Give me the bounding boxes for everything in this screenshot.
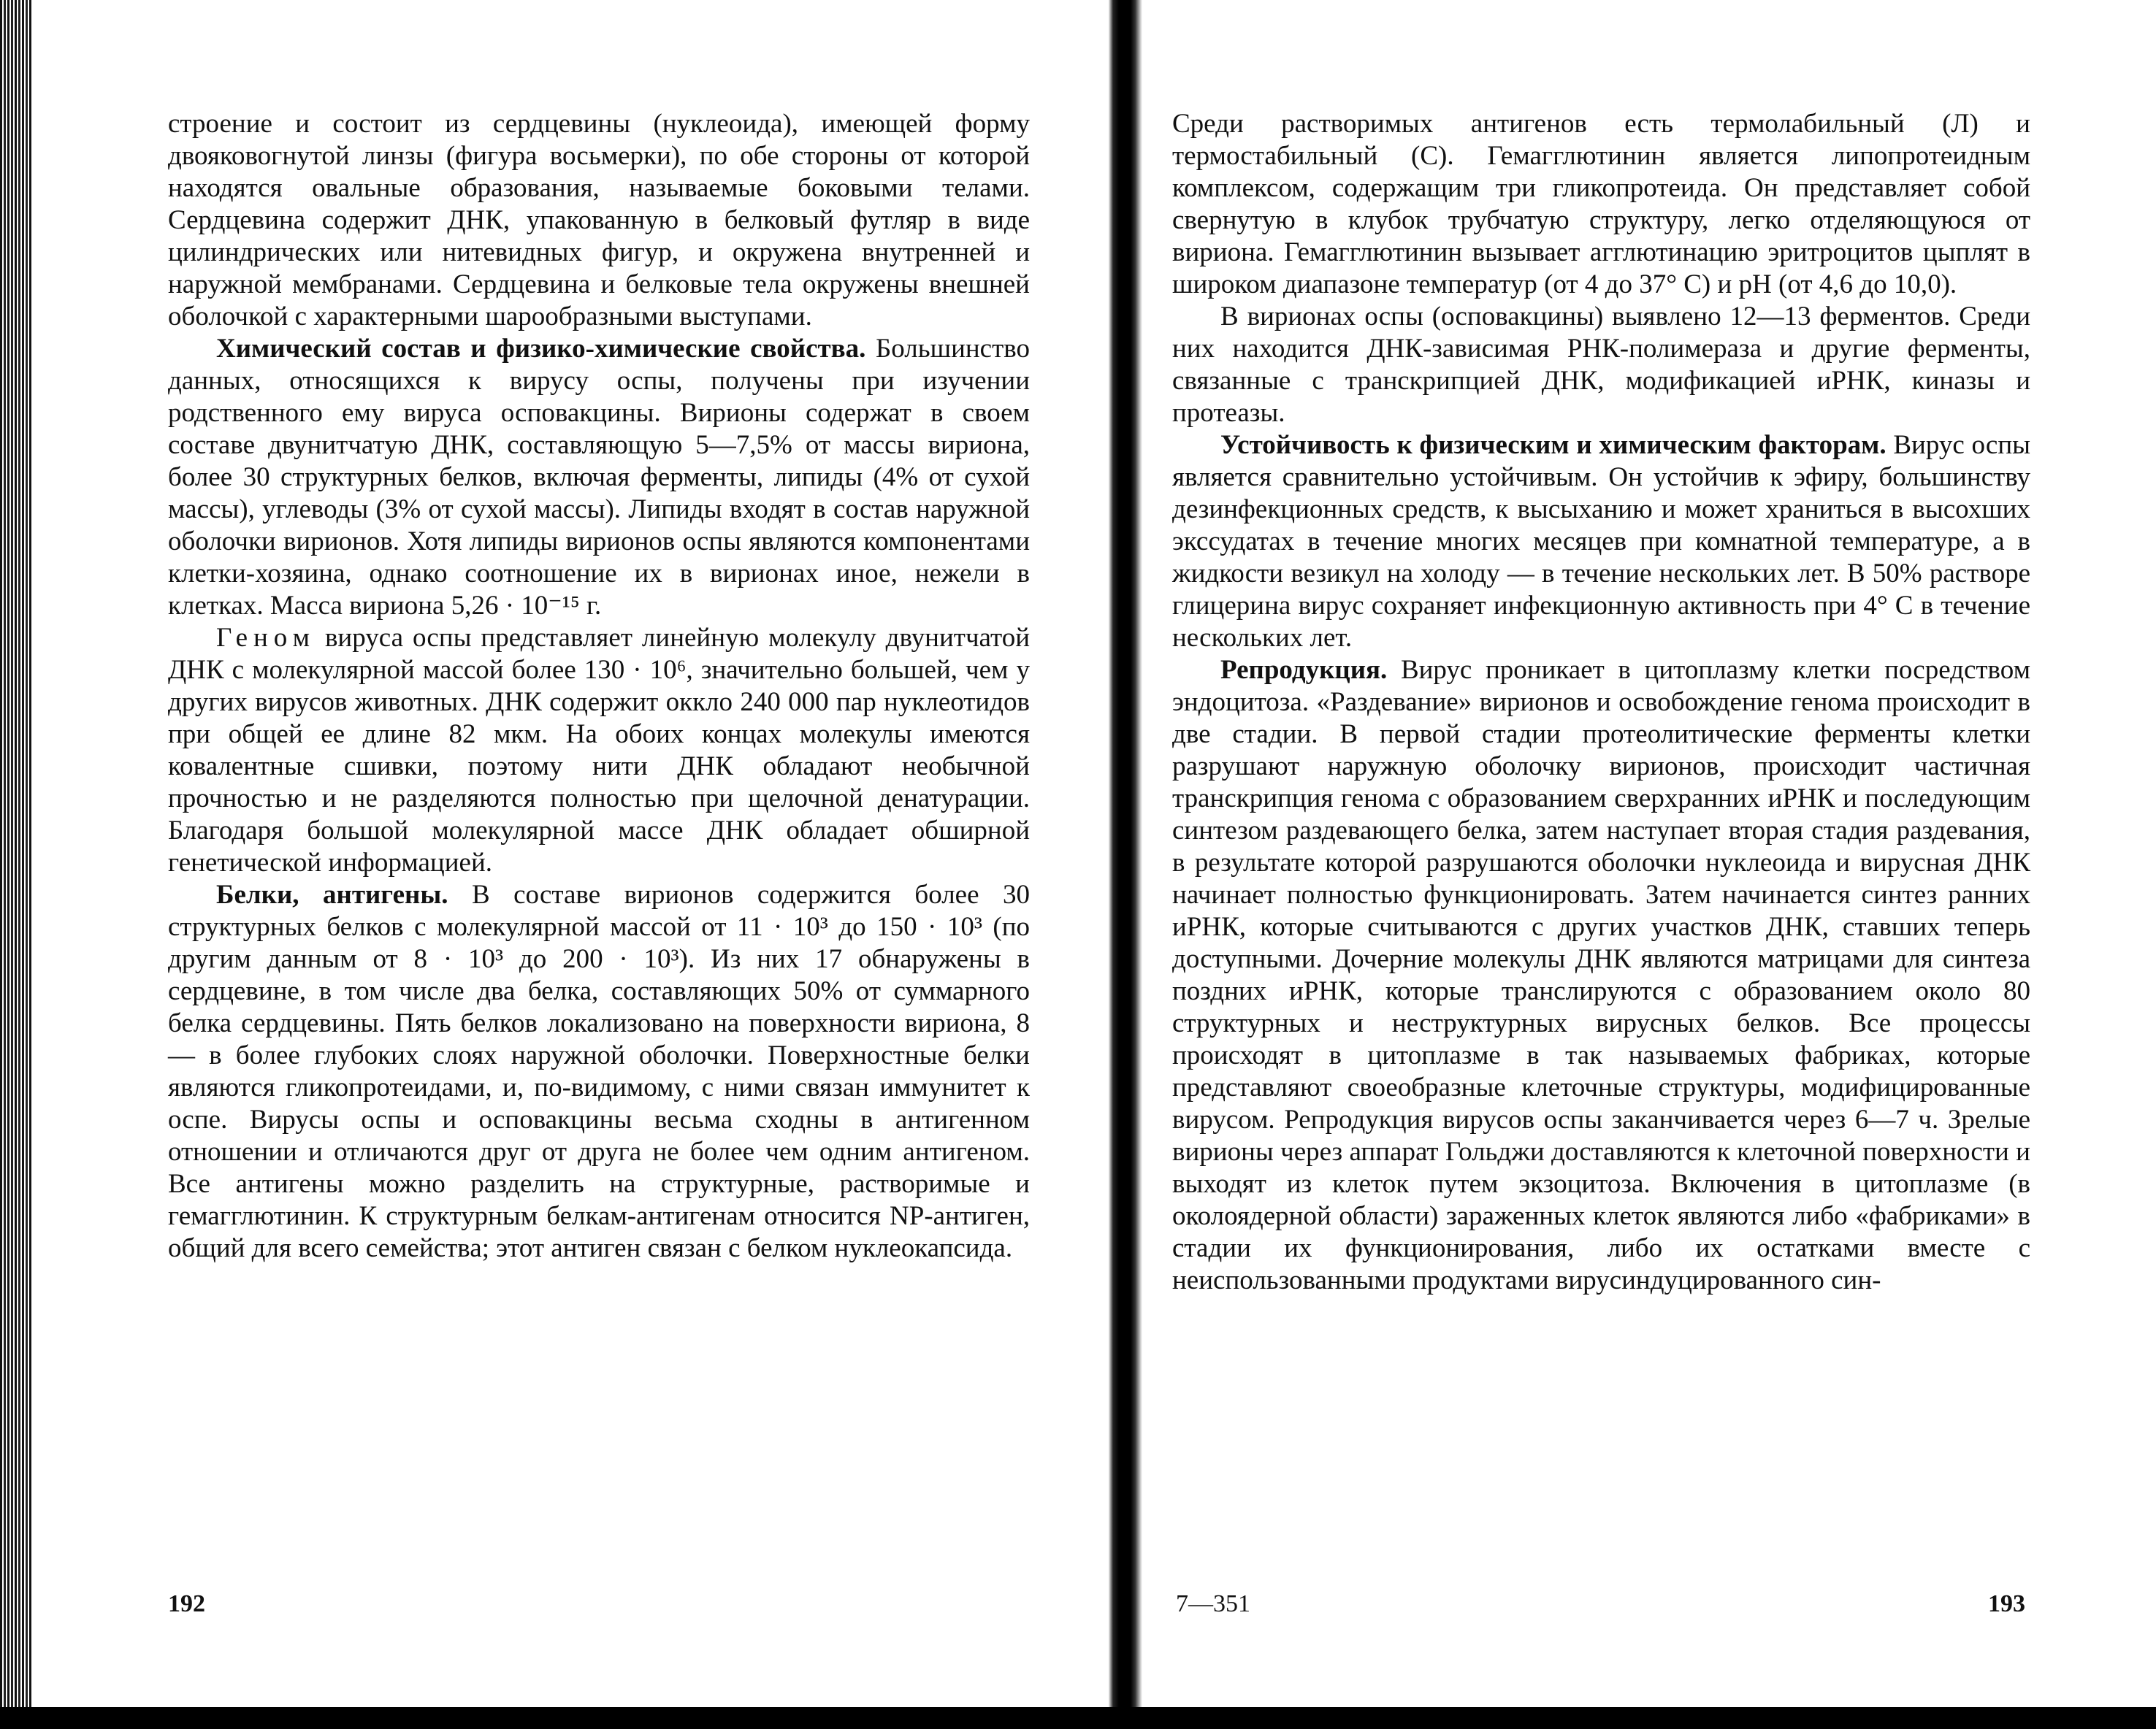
scan-border	[0, 1707, 2156, 1729]
paragraph	[1172, 654, 2030, 1297]
paragraph	[1172, 429, 2030, 654]
page-edge	[0, 0, 32, 1729]
paragraph-text: Большинство данных, относящихся к вирусу оспы, получены при изучении родственного ему вируса осповакцины. Вирионы содержат в своем составе двунитчатую ДНК, составляющую 5—7,5% от массы вириона, более 30 структурных белков, включая ферменты, липиды (4% от сухой массы), углеводы (3% от сухой массы). Липиды входят в состав наружной оболочки вирионов. Хотя липиды вирионов оспы являются компонентами клетки-хозяина, однако соотношение их в вирионах иное, нежели в клетках. Масса вириона 5,26 · 10⁻¹⁵ г.	[168, 334, 1030, 621]
paragraph-text: В составе вирионов содержится более 30 структурных белков с молекулярной массой от 11 · 10³ до 150 · 10³ (по другим данным от 8 · 10³ до 200 · 10³). Из них 17 обнаружены в сердцевине, в том числе два белка, составляющих 50% от суммарного белка сердцевины. Пять белков локализовано на поверхности вириона, 8 — в более глубоких слоях наружной оболочки. Поверхностные белки являются гликопротеидами, и, по-видимому, с ними связан иммунитет к оспе. Вирусы оспы и осповакцины весьма сходны в антигенном отношении и отличаются друг от друга не более чем одним антигеном. Все антигены можно разделить на структурные, растворимые и гемагглютинин. К структурным белкам-антигенам относится NP-антиген, общий для всего семейства; этот антиген связан с белком нуклеокапсида.	[168, 880, 1030, 1263]
section-heading: Устойчивость к физическим и химическим факторам.	[1220, 430, 1886, 460]
right-page	[1172, 108, 2030, 1297]
paragraph-text: Вирус проникает в цитоплазму клетки посредством эндоцитоза. «Раздевание» вирионов и освобождение генома происходит в две стадии. В первой стадии протеолитические ферменты клетки разрушают наружную оболочку вирионов, происходит частичная транскрипция генома с образованием сверхранних иРНК и последующим синтезом раздевающего белка, затем наступает вторая стадия раздевания, в результате которой разрушаются оболочки нуклеоида и вирусная ДНК начинает полностью функционировать. Затем начинается синтез ранних иРНК, которые считываются с других участков ДНК, ставших теперь доступными. Дочерние молекулы ДНК являются матрицами для синтеза поздних иРНК, которые транслируются с образованием около 80 структурных и неструктурных вирусных белков. Все процессы происходят в цитоплазме в так называемых фабриках, которые представляют своеобразные клеточные структуры, модифицированные вирусом. Репродукция вирусов оспы заканчивается через 6—7 ч. Зрелые вирионы через аппарат Гольджи доставляются к клеточной поверхности и выходят из клеток путем экзоцитоза. Включения в цитоплазме (в околоядерной области) зараженных клеток являются либо «фабриками» в стадии их функционирования, либо их остатками вместе с неиспользованными продуктами вирусиндуцированного син-	[1172, 655, 2030, 1295]
paragraph	[1172, 108, 2030, 301]
page-number-right: 193	[1988, 1590, 2025, 1617]
paragraph-text: Среди растворимых антигенов есть термолабильный (Л) и термостабильный (С). Гемагглютинин является липопротеидным комплексом, содержащим три гликопротеида. Он представляет собой свернутую в клубок трубчатую структуру, легко отделяющуюся от вириона. Гемагглютинин вызывает агглютинацию эритроцитов цыплят в широком диапазоне температур (от 4 до 37° С) и pH (от 4,6 до 10,0).	[1172, 109, 2030, 299]
term-spaced: Геном	[216, 623, 316, 653]
paragraph	[168, 333, 1030, 622]
paragraph	[168, 108, 1030, 333]
paragraph-text: вируса оспы представляет линейную молекулу двунитчатой ДНК с молекулярной массой более 130 · 10⁶, значительно большей, чем у других вирусов животных. ДНК содержит оккло 240 000 пар нуклеотидов при общей ее длине 82 мкм. На обоих концах молекулы имеются ковалентные сшивки, поэтому нити ДНК обладают необычной прочностью и не разделяются полностью при щелочной денатурации. Благодаря большой молекулярной массе ДНК обладает обширной генетической информацией.	[168, 623, 1030, 878]
paragraph-text: В вирионах оспы (осповакцины) выявлено 12—13 ферментов. Среди них находится ДНК-зависимая РНК-полимераза и другие ферменты, связанные с транскрипцией ДНК, модификацией иРНК, киназы и протеазы.	[1172, 302, 2030, 428]
section-heading: Химический состав и физико-химические свойства.	[216, 334, 866, 364]
paragraph	[168, 622, 1030, 879]
left-page	[168, 108, 1030, 1265]
paragraph-text: строение и состоит из сердцевины (нуклеоида), имеющей форму двояковогнутой линзы (фигура восьмерки), по обе стороны от которой находятся овальные образования, называемые боковыми телами. Сердцевина содержит ДНК, упакованную в белковый футляр в виде цилиндрических или нитевидных фигур, и окружена внутренней и наружной мембранами. Сердцевина и белковые тела окружены внешней оболочкой с характерными шарообразными выступами.	[168, 109, 1030, 331]
section-heading: Белки, антигены.	[216, 880, 448, 910]
section-heading: Репродукция.	[1220, 655, 1388, 685]
paragraph	[1172, 301, 2030, 429]
printer-signature: 7—351	[1176, 1590, 1250, 1617]
page-number-left: 192	[168, 1590, 205, 1617]
paragraph-text: Вирус оспы является сравнительно устойчивым. Он устойчив к эфиру, большинству дезинфекционных средств, к высыханию и может храниться в высохших экссудатах в течение многих месяцев при комнатной температуре, а в жидкости везикул на холоду — в течение нескольких лет. В 50% растворе глицерина вирус сохраняет инфекционную активность при 4° С в течение нескольких лет.	[1172, 430, 2030, 653]
paragraph	[168, 879, 1030, 1265]
book-gutter	[1096, 0, 1154, 1729]
